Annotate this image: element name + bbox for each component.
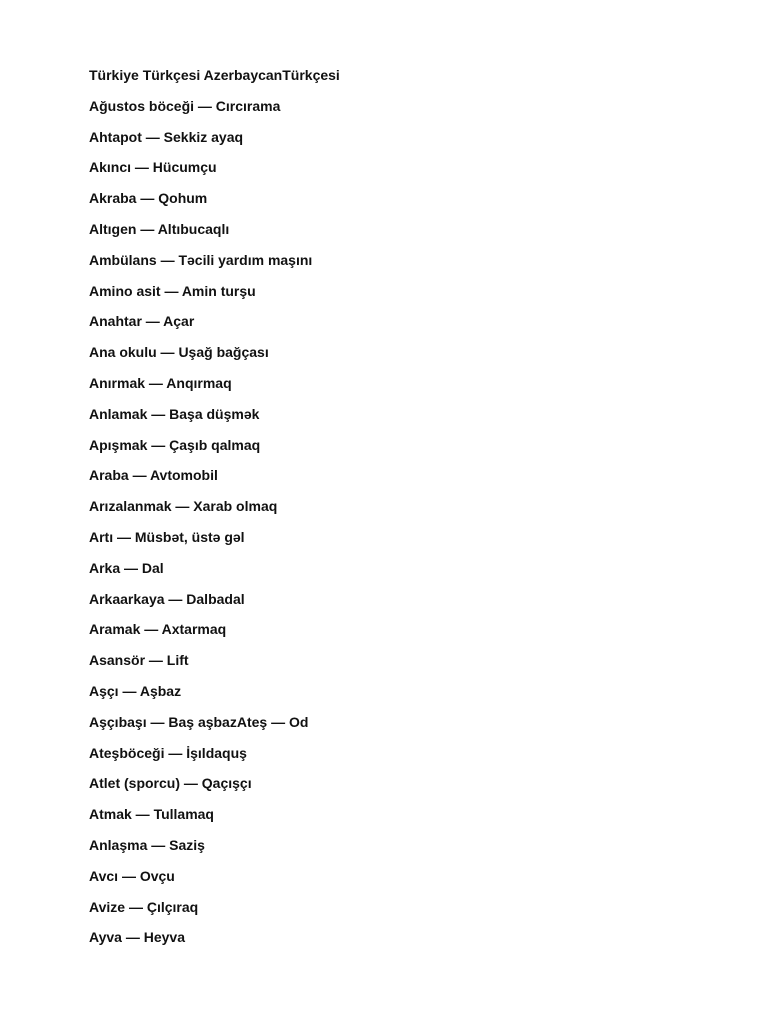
glossary-entry: Ateşböceği — İşıldaquş xyxy=(89,744,247,761)
glossary-entry: Asansör — Lift xyxy=(89,652,189,669)
glossary-entry: Artı — Müsbət, üstə gəl xyxy=(89,528,245,545)
glossary-entry: Ahtapot — Sekkiz ayaq xyxy=(89,128,244,145)
glossary-entry: Amino asit — Amin turşu xyxy=(89,282,256,299)
glossary-entry: Anlamak — Başa düşmək xyxy=(89,405,260,422)
glossary-entry: Ağustos böceği — Cırcırama xyxy=(89,97,281,114)
glossary-entry: Aramak — Axtarmaq xyxy=(89,621,227,638)
glossary-entry: Atlet (sporcu) — Qaçışçı xyxy=(89,775,252,792)
glossary-entry: Anırmak — Anqırmaq xyxy=(89,374,232,391)
glossary-entry: Ambülans — Təcili yardım maşını xyxy=(89,251,313,268)
glossary-entry: Atmak — Tullamaq xyxy=(89,806,214,823)
glossary-entry: Akıncı — Hücumçu xyxy=(89,159,217,176)
glossary-entry: Aşçı — Aşbaz xyxy=(89,682,182,699)
glossary-heading: Türkiye Türkçesi AzerbaycanTürkçesi xyxy=(89,67,340,83)
glossary-entry: Ana okulu — Uşağ bağçası xyxy=(89,344,269,361)
glossary-entry: Aşçıbaşı — Baş aşbazAteş — Od xyxy=(89,713,309,730)
glossary-entry: Anahtar — Açar xyxy=(89,313,195,330)
glossary-entry: Altıgen — Altıbucaqlı xyxy=(89,220,230,237)
glossary-entry: Avize — Çılçıraq xyxy=(89,898,199,915)
glossary-entry: Arkaarkaya — Dalbadal xyxy=(89,590,245,607)
glossary-entry: Araba — Avtomobil xyxy=(89,467,218,484)
glossary-entry: Arızalanmak — Xarab olmaq xyxy=(89,498,278,515)
glossary-entry: Anlaşma — Saziş xyxy=(89,836,205,853)
glossary-entry: Akraba — Qohum xyxy=(89,190,208,207)
glossary-entry: Arka — Dal xyxy=(89,559,164,576)
glossary-entry: Avcı — Ovçu xyxy=(89,867,175,884)
glossary-list xyxy=(89,65,340,958)
glossary-entry: Ayva — Heyva xyxy=(89,929,185,946)
glossary-entry: Apışmak — Çaşıb qalmaq xyxy=(89,436,261,453)
